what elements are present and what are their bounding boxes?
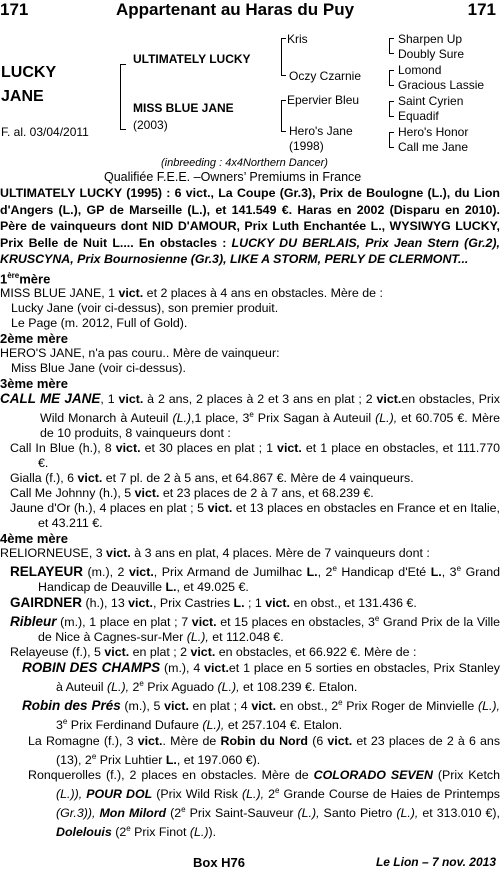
g3-6: Equadif <box>398 109 439 123</box>
horse-details: F. al. 03/04/2011 <box>1 125 89 139</box>
g3-8: Call me Jane <box>398 140 469 154</box>
section-4eme-mere: 4ème mère <box>0 530 68 546</box>
lot-number-left: 171 <box>0 0 29 19</box>
m4-ribleur: Ribleur (m.), 1 place en plat ; 7 vict. et 15 places en obstacles, 3e Grand Prix de la Ville de Nice à Cagnes-sur-Mer (L.), et 112.048 €. <box>10 614 500 645</box>
g3-4: Gracious Lassie <box>398 78 485 92</box>
sire-dam: Oczy Czarnie <box>289 69 362 83</box>
g3-2: Doubly Sure <box>398 47 465 61</box>
m3-child-jaune-dor: Jaune d'Or (h.), 4 places en plat ; 5 vict. et 13 places en obstacles en France et en Italie, et 43.211 €. <box>10 500 500 530</box>
section-1ere-mere: 1èremère <box>0 270 51 286</box>
m3-child-call-me-johnny: Call Me Johnny (h.), 5 vict. et 23 places de 2 à 7 ans, et 68.239 €. <box>10 485 374 500</box>
dam-year: (2003) <box>133 118 168 132</box>
m4-robin-des-pres: Robin des Prés (m.), 5 vict. en plat ; 4 vict. en obst., 2e Prix Roger de Minvielle (L.), 3e Prix Ferdinand Dufaure (L.), et 257.104 €. Etalon. <box>22 698 500 733</box>
m1-line2: Lucky Jane (voir ci-dessus), son premier produit. <box>11 300 279 315</box>
inbreeding-note: (inbreeding : 4x4Northern Dancer) <box>161 157 328 169</box>
page-title: Appartenant au Haras du Puy <box>116 0 355 19</box>
horse-name-line1: LUCKY <box>1 64 57 81</box>
m2-line1: HERO'S JANE, n'a pas couru.. Mère de vainqueur: <box>0 345 280 360</box>
g3-5: Saint Cyrien <box>398 94 464 108</box>
m4-reliorneuse: RELIORNEUSE, 3 vict. à 3 ans en plat, 4 places. Mère de 7 vainqueurs dont : <box>0 545 430 560</box>
g3-1: Sharpen Up <box>398 32 463 46</box>
sale-place-date: Le Lion – 7 nov. 2013 <box>375 855 496 869</box>
horse-name-line2: JANE <box>1 88 44 105</box>
section-2eme-mere: 2ème mère <box>0 330 68 346</box>
m3-call-me-jane: CALL ME JANE, 1 vict. à 2 ans, 2 places à 2 et 3 ans en plat ; 2 vict.en obstacles, Prix Wild Monarch à Auteuil (L.),1 place, 3e Prix Sagan à Auteuil (L.), et 60.705 €. Mère de 10 produits, 8 vainqueurs dont : <box>0 390 500 440</box>
dam-sire: Epervier Bleu <box>287 93 360 107</box>
m3-child-gialla: Gialla (f.), 6 vict. et 7 pl. de 2 à 5 ans, et 64.867 €. Mère de 4 vainqueurs. <box>10 470 414 485</box>
dam-dam: Hero's Jane <box>289 124 353 138</box>
m4-ronquerolles: Ronquerolles (f.), 2 places en obstacles. Mère de COLORADO SEVEN (Prix Ketch (L.)), POUR DOL (Prix Wild Risk (L.), 2e Grande Course de Haies de Printemps (Gr.3)), Mon Milord (2e Prix Saint-Sauveur (L.), Santo Pietro (L.), et 313.010 €), Dolelouis (2e Prix Finot (L.)). <box>28 767 500 840</box>
dam-dam-year: (1998) <box>289 139 324 153</box>
m4-robin-des-champs: ROBIN DES CHAMPS (m.), 4 vict.et 1 place en 5 sorties en obstacles, Prix Stanley à Auteuil (L.), 2e Prix Aguado (L.), et 108.239 €. Etalon. <box>22 660 500 695</box>
m3-child-call-in-blue: Call In Blue (h.), 8 vict. et 30 places en plat ; 1 vict. et 1 place en obstacles, et 111.770 €. <box>10 440 500 470</box>
sire-sire: Kris <box>287 32 308 46</box>
dam-name: MISS BLUE JANE <box>133 101 234 115</box>
g3-3: Lomond <box>398 63 442 77</box>
box-label: Box H76 <box>193 855 246 870</box>
sire-name: ULTIMATELY LUCKY <box>133 52 251 66</box>
m4-relayeuse: Relayeuse (f.), 5 vict. en plat ; 2 vict. en obstacles, et 66.922 €. Mère de : <box>10 645 417 660</box>
g3-7: Hero's Honor <box>398 125 469 139</box>
m1-line1: MISS BLUE JANE, 1 vict. et 2 places à 4 ans en obstacles. Mère de : <box>0 285 383 300</box>
m4-relayeur: RELAYEUR (m.), 2 vict., Prix Armand de Jumilhac L., 2e Handicap d'Eté L., 3e Grand Handicap de Deauville L., et 49.025 €. <box>10 563 500 595</box>
m2-line2: Miss Blue Jane (voir ci-dessus). <box>11 360 186 375</box>
m4-gairdner: GAIRDNER (h.), 13 vict., Prix Castries L. ; 1 vict. en obst., et 131.436 €. <box>10 595 417 611</box>
m1-line3: Le Page (m. 2012, Full of Gold). <box>11 315 188 330</box>
m4-la-romagne: La Romagne (f.), 3 vict.. Mère de Robin du Nord (6 vict. et 23 places de 2 à 6 ans (13), 2e Prix Luhtier L., et 197.060 €). <box>28 733 500 767</box>
catalogue-text <box>0 185 500 840</box>
lot-number-right: 171 <box>467 0 496 19</box>
qualification-note: Qualifiée F.E.E. –Owners’ Premiums in France <box>104 170 362 184</box>
sire-paragraph: ULTIMATELY LUCKY (1995) : 6 vict., La Coupe (Gr.3), Prix de Boulogne (L.), du Lion d'Angers (L.), GP de Marseille (L.), et 141.549 €. Haras en 2002 (Disparu en 2010). Père de vainqueurs dont NID D'AMOUR, Prix Luth Enchantée L., WYSIWYG LUCKY, Prix Belle de Nuit L.... En obstacles : LUCKY DU BERLAIS, Prix Jean Stern (Gr.2), KRUSCYNA, Prix Bournosienne (Gr.3), LIKE A STORM, PERLY DE CLERMONT... <box>0 186 500 266</box>
section-3eme-mere: 3ème mère <box>0 375 68 391</box>
